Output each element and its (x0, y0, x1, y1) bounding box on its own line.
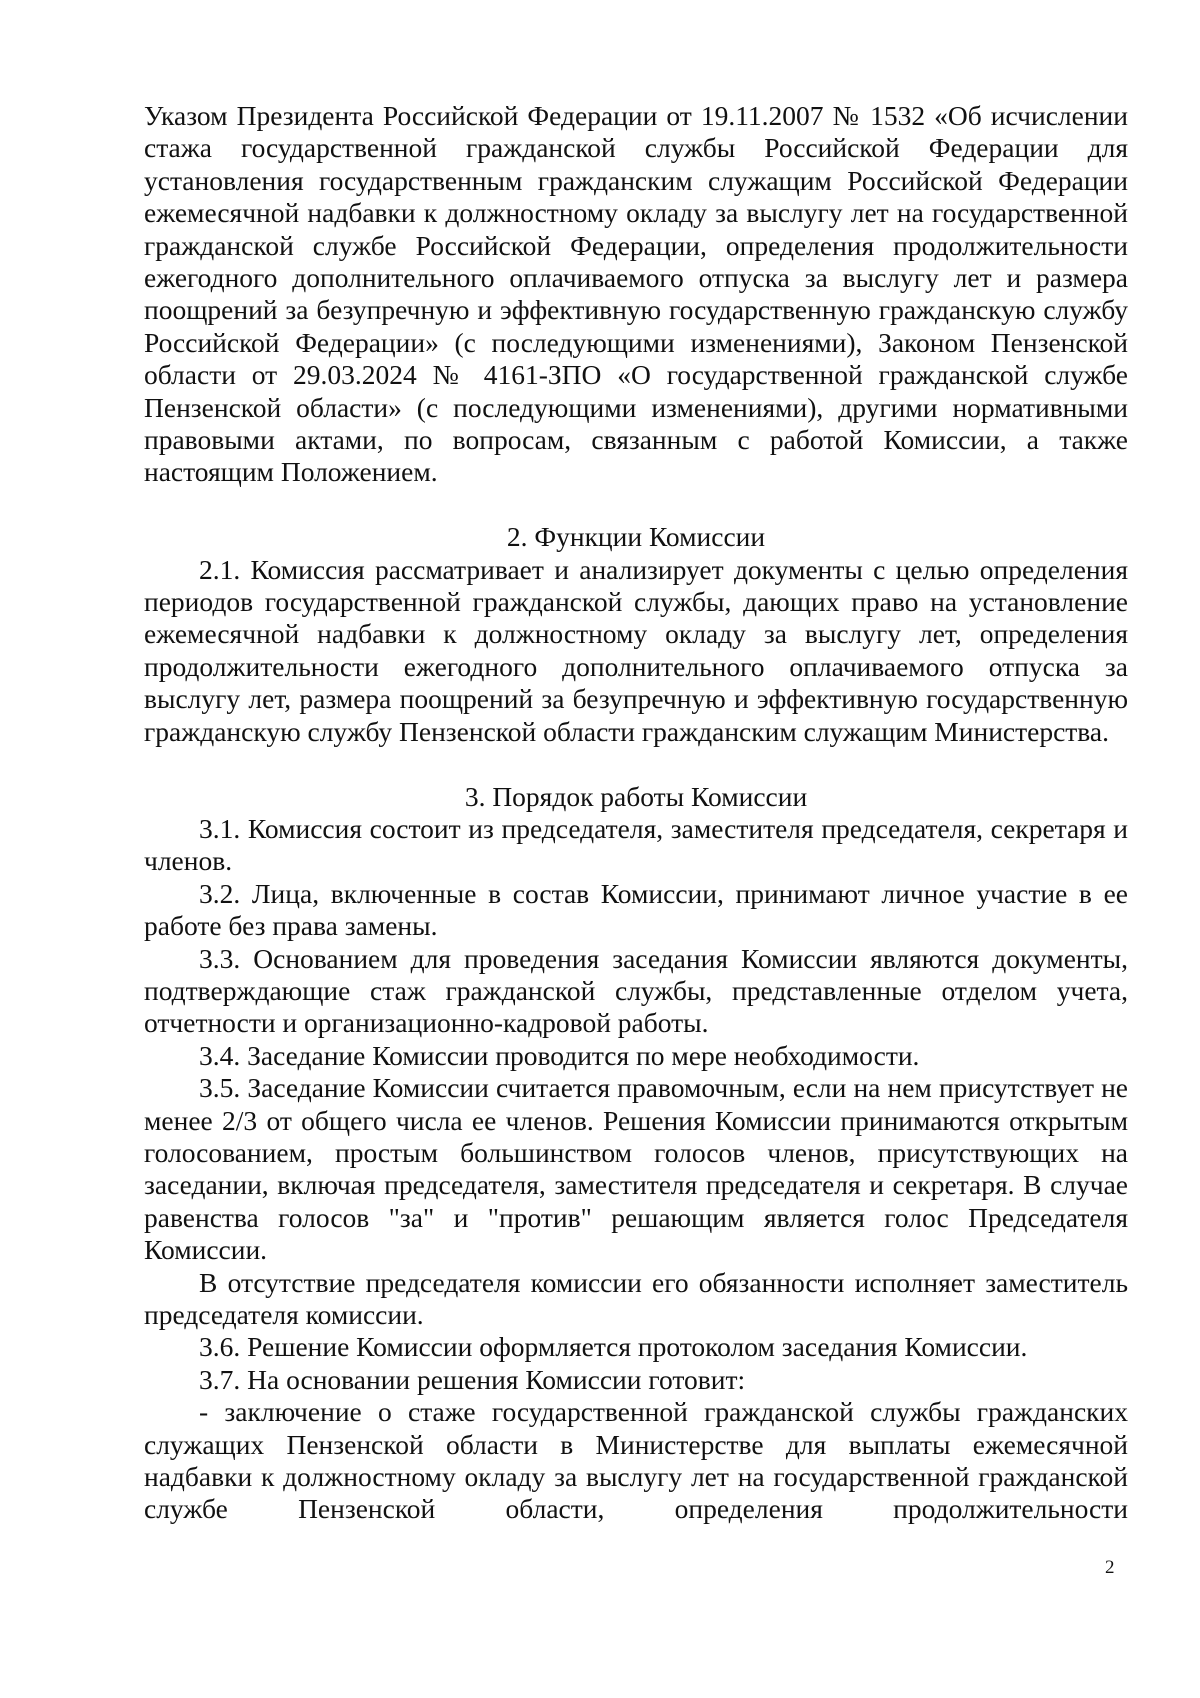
paragraph-3-5-absence: В отсутствие председателя комиссии его обязанности исполняет заместитель председателя комиссии. (144, 1266, 1128, 1330)
section-3-title: 3. Порядок работы Комиссии (464, 780, 808, 812)
paragraph-3-7-conclusion: - заключение о стаже государственной гражданской службы гражданских служащих Пензенской области в Министерстве для выплаты ежемесячной надбавки к должностному окладу за выслугу лет на государственной гражданской службе Пензенской области, определения продолжительности (144, 1396, 1128, 1525)
paragraph-3-1: 3.1. Комиссия состоит из председателя, заместителя председателя, секретаря и членов. (144, 812, 1128, 877)
section-gap (144, 748, 1128, 780)
page-number: 2 (1105, 1557, 1115, 1578)
intro-paragraph: Указом Президента Российской Федерации от 19.11.2007 № 1532 «Об исчислении стажа государственной гражданской службы Российской Федерации для установления государственным гражданским служащим Российской Федерации ежемесячной надбавки к должностному окладу за выслугу лет на государственной гражданской службе Российской Федерации, определения продолжительности ежегодного дополнительного оплачиваемого отпуска за выслугу лет и размера поощрений за безупречную и эффективную государственную гражданскую службу Российской Федерации» (с последующими изменениями), Законом Пензенской области от 29.03.2024 № 4161-ЗПО «О государственной гражданской службе Пензенской области» (с последующими изменениями), другими нормативными правовыми актами, по вопросам, связанным с работой Комиссии, а также настоящим Положением. (144, 100, 1128, 488)
section-gap (144, 489, 1128, 521)
paragraph-3-6: 3.6. Решение Комиссии оформляется протоколом заседания Комиссии. (199, 1331, 1028, 1363)
paragraph-3-4: 3.4. Заседание Комиссии проводится по мере необходимости. (199, 1039, 920, 1071)
paragraph-3-2: 3.2. Лица, включенные в состав Комиссии, принимают личное участие в ее работе без права замены. (144, 877, 1128, 942)
document-page (144, 100, 1128, 1526)
paragraph-3-3: 3.3. Основанием для проведения заседания Комиссии являются документы, подтверждающие стаж гражданской службы, представленные отделом учета, отчетности и организационно-кадровой работы. (144, 942, 1128, 1039)
paragraph-2-1: 2.1. Комиссия рассматривает и анализирует документы с целью определения периодов государственной гражданской службы, дающих право на установление ежемесячной надбавки к должностному окладу за выслугу лет, определения продолжительности ежегодного дополнительного оплачиваемого отпуска за выслугу лет, размера поощрений за безупречную и эффективную государственную гражданскую службу Пензенской области гражданским служащим Министерства. (144, 553, 1128, 747)
paragraph-3-7: 3.7. На основании решения Комиссии готовит: (199, 1363, 746, 1395)
paragraph-3-5: 3.5. Заседание Комиссии считается правомочным, если на нем присутствует не менее 2/3 от общего числа ее членов. Решения Комиссии принимаются открытым голосованием, простым большинством голосов членов, присутствующих на заседании, включая председателя, заместителя председателя и секретаря. В случае равенства голосов "за" и "против" решающим является голос Председателя Комиссии. (144, 1072, 1128, 1266)
section-2-title: 2. Функции Комиссии (506, 521, 766, 553)
